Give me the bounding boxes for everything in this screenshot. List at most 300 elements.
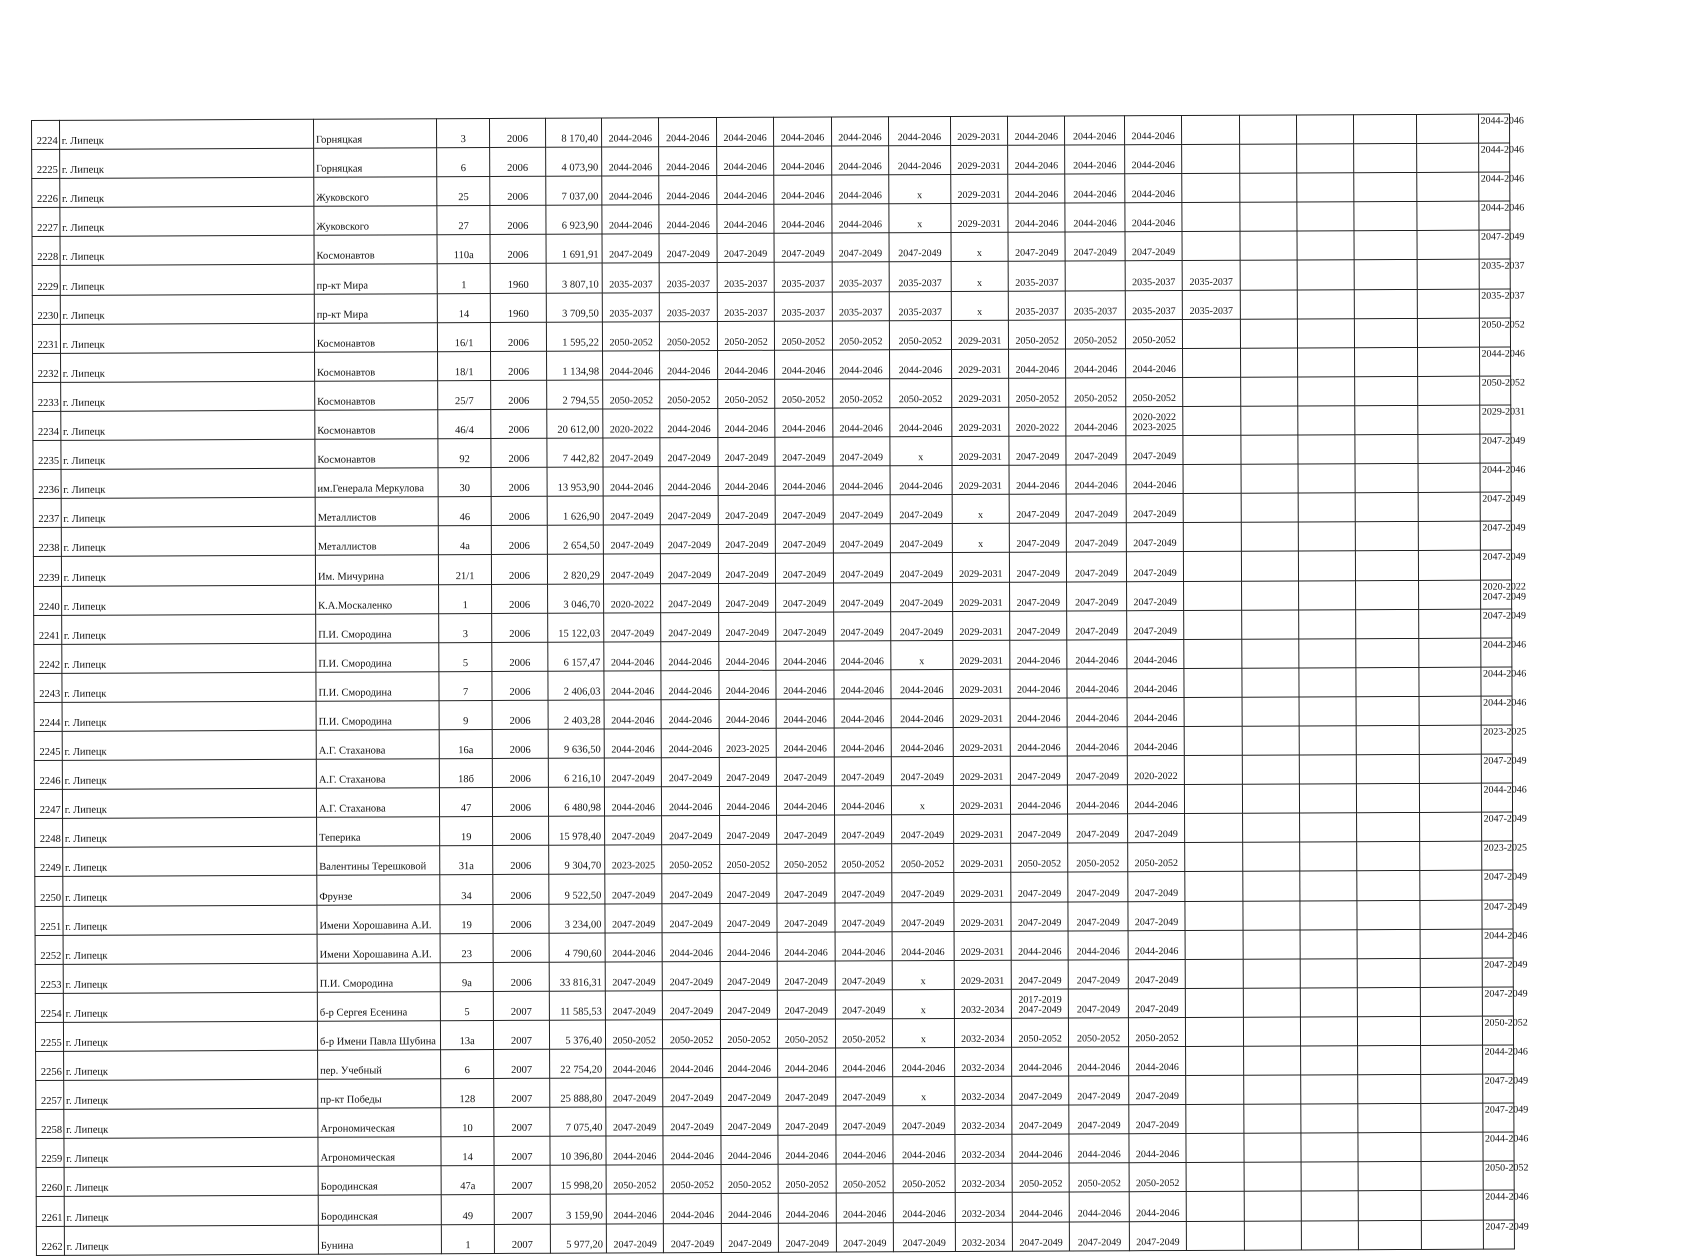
period-cell bbox=[1298, 551, 1356, 580]
period-cell: 2044-2046 bbox=[1069, 1134, 1129, 1163]
period-cell: 2047-2049 bbox=[1128, 988, 1186, 1017]
period-cell: 2044-2046 bbox=[1008, 174, 1066, 203]
build-year-cell: 2006 bbox=[492, 613, 547, 642]
period-cell: 2029-2031 bbox=[951, 320, 1009, 349]
area-cell: 7 075,40 bbox=[549, 1107, 606, 1136]
period-cell: 2044-2046 bbox=[1010, 640, 1068, 669]
period-cell bbox=[1241, 464, 1299, 493]
period-cell bbox=[1185, 755, 1243, 784]
area-cell: 2 406,03 bbox=[548, 671, 605, 700]
period-cell bbox=[1418, 347, 1480, 376]
final-period-cell: 2047-2049 bbox=[1481, 870, 1513, 899]
period-cell: 2047-2049 bbox=[1012, 1222, 1070, 1251]
period-cell: 2044-2046 bbox=[1010, 727, 1068, 756]
period-cell: 2047-2049 bbox=[833, 553, 891, 582]
area-cell: 25 888,80 bbox=[549, 1078, 606, 1107]
house-number-cell: 19 bbox=[440, 817, 493, 846]
period-cell: x bbox=[889, 175, 951, 204]
house-number-cell: 31а bbox=[440, 846, 493, 875]
period-cell: 2035-2037 bbox=[832, 262, 890, 291]
period-cell bbox=[1186, 988, 1244, 1017]
street-cell: Космонавтов bbox=[315, 410, 438, 440]
period-cell: 2044-2046 bbox=[777, 932, 835, 961]
period-cell: 2047-2049 bbox=[603, 525, 661, 554]
period-cell bbox=[1421, 1074, 1483, 1103]
period-cell: 2044-2046 bbox=[1008, 145, 1066, 174]
period-cell bbox=[1419, 696, 1481, 725]
period-cell: 2047-2049 bbox=[721, 1223, 779, 1252]
period-cell: 2047-2049 bbox=[1008, 232, 1066, 261]
period-cell: 2047-2049 bbox=[719, 816, 777, 845]
period-cell bbox=[1240, 231, 1298, 260]
street-cell: Им. Мичурина bbox=[315, 555, 438, 585]
row-number-cell: 2228 bbox=[32, 237, 60, 266]
build-year-cell: 2007 bbox=[494, 1107, 549, 1136]
period-cell bbox=[1355, 289, 1418, 318]
city-cell: г. Липецк bbox=[61, 614, 315, 644]
period-cell: 2035-2037 bbox=[660, 292, 718, 321]
period-cell: 2044-2046 bbox=[1069, 1047, 1129, 1076]
period-cell: 2044-2046 bbox=[836, 1135, 894, 1164]
street-cell: Имени Хорошавина А.И. bbox=[317, 904, 440, 934]
period-cell: 2044-2046 bbox=[893, 1047, 955, 1076]
period-cell: 2047-2049 bbox=[892, 815, 954, 844]
period-cell: 2047-2049 bbox=[776, 553, 834, 582]
area-cell: 6 923,90 bbox=[546, 205, 603, 234]
period-cell: 2047-2049 bbox=[602, 234, 660, 263]
area-cell: 3 709,50 bbox=[546, 293, 603, 322]
build-year-cell: 2006 bbox=[493, 817, 548, 846]
area-cell: 22 754,20 bbox=[549, 1049, 606, 1078]
period-cell: 2047-2049 bbox=[836, 1222, 894, 1251]
period-cell: 2047-2049 bbox=[721, 1106, 779, 1135]
period-cell: 2047-2049 bbox=[892, 902, 954, 931]
period-cell bbox=[1185, 930, 1243, 959]
period-cell bbox=[1243, 901, 1301, 930]
street-cell: А.Г. Стаханова bbox=[316, 788, 439, 818]
period-cell: 2047-2049 bbox=[1069, 959, 1129, 988]
period-cell: 2023-2025 bbox=[719, 728, 777, 757]
period-cell: 2047-2049 bbox=[833, 495, 891, 524]
final-period-line: 2047-2049 bbox=[1482, 590, 1526, 603]
period-cell: 2035-2037 bbox=[1182, 261, 1240, 290]
final-period-cell: 2047-2049 bbox=[1480, 492, 1512, 521]
area-cell: 1 134,98 bbox=[546, 351, 603, 380]
period-cell: 2044-2046 bbox=[1010, 698, 1068, 727]
period-cell: 2047-2049 bbox=[1067, 552, 1127, 581]
period-cell bbox=[1241, 551, 1299, 580]
period-cell: 2035-2037 bbox=[1066, 290, 1126, 319]
row-number-cell: 2247 bbox=[34, 790, 62, 819]
period-cell bbox=[1357, 871, 1420, 900]
final-period-cell: 2047-2049 bbox=[1480, 521, 1512, 550]
period-cell: 2035-2037 bbox=[602, 263, 660, 292]
street-cell: П.И. Смородина bbox=[316, 701, 439, 731]
period-cell: 2044-2046 bbox=[1128, 930, 1186, 959]
period-cell bbox=[1300, 813, 1358, 842]
period-cell: 2029-2031 bbox=[954, 960, 1012, 989]
period-cell: 2050-2052 bbox=[1069, 1018, 1129, 1047]
period-cell: 2044-2046 bbox=[664, 1194, 722, 1223]
period-cell bbox=[1011, 989, 1069, 1018]
period-cell: 2020-2022 bbox=[1127, 756, 1185, 785]
street-cell: Горняцкая bbox=[314, 148, 437, 178]
period-cell bbox=[1241, 435, 1299, 464]
house-number-cell: 23 bbox=[440, 933, 493, 962]
period-cell: 2044-2046 bbox=[719, 699, 777, 728]
period-cell bbox=[1241, 522, 1299, 551]
period-cell: 2044-2046 bbox=[663, 1136, 721, 1165]
period-cell: 2047-2049 bbox=[776, 612, 834, 641]
row-number-cell: 2260 bbox=[36, 1168, 64, 1197]
period-cell: 2047-2049 bbox=[777, 873, 835, 902]
house-number-cell: 4а bbox=[438, 526, 491, 555]
final-period-cell: 2023-2025 bbox=[1481, 841, 1513, 870]
final-period-cell: 2035-2037 bbox=[1479, 289, 1511, 318]
period-cell: 2047-2049 bbox=[778, 1077, 836, 1106]
period-cell: 2044-2046 bbox=[1065, 145, 1125, 174]
period-cell: 2050-2052 bbox=[835, 1019, 893, 1048]
house-number-cell: 16а bbox=[439, 729, 492, 758]
period-cell bbox=[1242, 784, 1300, 813]
period-cell: 2044-2046 bbox=[1010, 669, 1068, 698]
period-cell bbox=[1417, 143, 1479, 172]
area-cell: 4 073,90 bbox=[545, 147, 602, 176]
period-cell: 2047-2049 bbox=[663, 1107, 721, 1136]
period-cell: 2050-2052 bbox=[892, 844, 954, 873]
period-cell bbox=[1356, 667, 1419, 696]
build-year-cell: 2007 bbox=[494, 1166, 549, 1195]
period-cell bbox=[1185, 901, 1243, 930]
period-cell: 2044-2046 bbox=[663, 1049, 721, 1078]
period-cell: 2032-2034 bbox=[954, 989, 1012, 1018]
final-period-cell: 2047-2049 bbox=[1479, 434, 1511, 463]
period-cell bbox=[1242, 871, 1300, 900]
period-cell bbox=[1355, 318, 1418, 347]
period-cell: 2050-2052 bbox=[717, 379, 775, 408]
period-cell: 2044-2046 bbox=[1012, 1134, 1070, 1163]
street-cell: Металлистов bbox=[315, 497, 438, 527]
period-cell bbox=[1185, 959, 1243, 988]
period-cell: 2050-2052 bbox=[662, 845, 720, 874]
period-cell: 2044-2046 bbox=[1012, 1047, 1070, 1076]
period-cell bbox=[1358, 1075, 1421, 1104]
build-year-cell: 2006 bbox=[491, 496, 546, 525]
period-cell: 2047-2049 bbox=[1128, 959, 1186, 988]
period-cell: 2047-2049 bbox=[1126, 552, 1184, 581]
period-cell: 2050-2052 bbox=[664, 1165, 722, 1194]
street-cell: Бунина bbox=[318, 1224, 441, 1254]
house-number-cell: 25 bbox=[437, 177, 490, 206]
period-cell: 2047-2049 bbox=[1067, 610, 1127, 639]
final-period-cell: 2047-2049 bbox=[1483, 1220, 1515, 1249]
area-cell: 6 216,10 bbox=[548, 758, 605, 787]
period-cell: 2044-2046 bbox=[719, 670, 777, 699]
period-cell: 2044-2046 bbox=[1068, 930, 1128, 959]
street-cell: П.И. Смородина bbox=[316, 642, 439, 672]
period-cell bbox=[1243, 1046, 1301, 1075]
period-cell: 2050-2052 bbox=[775, 321, 833, 350]
period-cell bbox=[1183, 435, 1241, 464]
period-cell: 2044-2046 bbox=[662, 932, 720, 961]
period-cell bbox=[1183, 348, 1241, 377]
final-period-cell: 2044-2046 bbox=[1480, 667, 1512, 696]
house-number-cell: 1 bbox=[437, 264, 490, 293]
period-cell: 2044-2046 bbox=[831, 117, 889, 146]
period-cell: 2020-2022 bbox=[604, 583, 662, 612]
area-cell: 15 998,20 bbox=[550, 1165, 607, 1194]
period-cell: 2029-2031 bbox=[953, 814, 1011, 843]
period-cell bbox=[1356, 609, 1419, 638]
period-cell bbox=[1184, 668, 1242, 697]
area-cell: 7 037,00 bbox=[545, 176, 602, 205]
final-period-cell: 2047-2049 bbox=[1482, 987, 1514, 1016]
period-cell bbox=[1419, 667, 1481, 696]
build-year-cell: 2006 bbox=[491, 380, 546, 409]
period-cell: 2047-2049 bbox=[720, 903, 778, 932]
street-cell: б-р Имени Павла Шубина bbox=[317, 1021, 440, 1051]
period-cell: 2047-2049 bbox=[776, 524, 834, 553]
period-cell: 2029-2031 bbox=[953, 785, 1011, 814]
period-cell: 2044-2046 bbox=[1065, 174, 1125, 203]
period-cell: 2044-2046 bbox=[1126, 465, 1184, 494]
period-cell bbox=[1356, 638, 1419, 667]
period-cell bbox=[1356, 522, 1419, 551]
house-number-cell: 14 bbox=[437, 293, 490, 322]
period-cell: 2047-2049 bbox=[777, 815, 835, 844]
build-year-cell: 2006 bbox=[492, 584, 547, 613]
period-cell bbox=[1301, 1075, 1359, 1104]
final-period-cell: 2044-2046 bbox=[1481, 783, 1513, 812]
period-cell bbox=[1185, 813, 1243, 842]
period-cell: 2047-2049 bbox=[1069, 989, 1129, 1018]
period-cell: 2047-2049 bbox=[1012, 1076, 1070, 1105]
period-cell: 2050-2052 bbox=[889, 320, 951, 349]
period-cell bbox=[1417, 201, 1479, 230]
final-period-cell: 2044-2046 bbox=[1480, 638, 1512, 667]
period-cell: 2044-2046 bbox=[716, 146, 774, 175]
period-cell: 2047-2049 bbox=[1009, 523, 1067, 552]
period-cell bbox=[1240, 377, 1298, 406]
period-cell: 2032-2034 bbox=[954, 1076, 1012, 1105]
period-cell: 2044-2046 bbox=[891, 669, 953, 698]
period-cell bbox=[1184, 610, 1242, 639]
period-cell: 2047-2049 bbox=[603, 496, 661, 525]
city-cell: г. Липецк bbox=[63, 1079, 317, 1109]
period-cell bbox=[1300, 1017, 1358, 1046]
period-cell: 2044-2046 bbox=[717, 205, 775, 234]
period-cell: 2047-2049 bbox=[834, 873, 892, 902]
final-period-cell: 2044-2046 bbox=[1478, 201, 1510, 230]
period-cell bbox=[1242, 813, 1300, 842]
period-cell: 2044-2046 bbox=[778, 1135, 836, 1164]
period-cell: 2029-2031 bbox=[953, 727, 1011, 756]
build-year-cell: 2006 bbox=[493, 846, 548, 875]
area-cell: 1 691,91 bbox=[546, 234, 603, 263]
period-cell bbox=[1184, 523, 1242, 552]
area-cell: 9 304,70 bbox=[548, 845, 605, 874]
row-number-cell: 2232 bbox=[33, 353, 61, 382]
period-cell: 2047-2049 bbox=[664, 1223, 722, 1252]
period-cell: 2029-2031 bbox=[951, 349, 1009, 378]
period-cell: 2047-2049 bbox=[661, 525, 719, 554]
area-cell: 5 376,40 bbox=[549, 1020, 606, 1049]
period-cell: 2050-2052 bbox=[836, 1164, 894, 1193]
period-cell bbox=[1240, 290, 1298, 319]
period-cell bbox=[1187, 1221, 1245, 1250]
period-cell: 2047-2049 bbox=[718, 495, 776, 524]
final-period-cell: 2050-2052 bbox=[1483, 1161, 1515, 1190]
period-cell bbox=[1420, 958, 1482, 987]
period-cell bbox=[1356, 580, 1419, 609]
period-cell: 2047-2049 bbox=[661, 554, 719, 583]
period-cell: 2047-2049 bbox=[775, 437, 833, 466]
period-cell bbox=[1126, 406, 1184, 435]
build-year-cell: 2007 bbox=[495, 1224, 550, 1253]
period-cell: 2044-2046 bbox=[718, 408, 776, 437]
row-number-cell: 2237 bbox=[33, 499, 61, 528]
period-cell: 2047-2049 bbox=[605, 903, 663, 932]
period-cell: 2044-2046 bbox=[1129, 1134, 1187, 1163]
period-cell bbox=[1243, 930, 1301, 959]
period-cell: 2044-2046 bbox=[605, 932, 663, 961]
city-cell: г. Липецк bbox=[60, 207, 314, 237]
period-cell: 2029-2031 bbox=[952, 553, 1010, 582]
period-cell: 2047-2049 bbox=[833, 582, 891, 611]
house-number-cell: 21/1 bbox=[438, 555, 491, 584]
period-cell bbox=[1298, 464, 1356, 493]
city-cell: г. Липецк bbox=[59, 119, 313, 149]
period-cell bbox=[1301, 1162, 1359, 1191]
period-cell: 2044-2046 bbox=[1065, 203, 1125, 232]
build-year-cell: 2006 bbox=[493, 904, 548, 933]
period-cell bbox=[1418, 521, 1480, 550]
period-cell: 2047-2049 bbox=[661, 612, 719, 641]
period-cell: 2047-2049 bbox=[663, 990, 721, 1019]
period-cell: 2047-2049 bbox=[890, 495, 952, 524]
period-cell: 2047-2049 bbox=[603, 438, 661, 467]
house-number-cell: 27 bbox=[437, 206, 490, 235]
area-cell: 8 170,40 bbox=[545, 118, 602, 147]
house-number-cell: 110а bbox=[437, 235, 490, 264]
final-period-cell: 2047-2049 bbox=[1481, 754, 1513, 783]
final-period-cell: 2044-2046 bbox=[1478, 114, 1510, 143]
period-cell bbox=[1357, 842, 1420, 871]
period-cell bbox=[1355, 260, 1418, 289]
period-cell bbox=[1182, 115, 1240, 144]
final-period-cell: 2044-2046 bbox=[1478, 172, 1510, 201]
row-number-cell: 2259 bbox=[36, 1139, 64, 1168]
period-cell bbox=[1240, 319, 1298, 348]
build-year-cell: 2007 bbox=[494, 1049, 549, 1078]
period-cell: 2047-2049 bbox=[833, 524, 891, 553]
period-cell bbox=[1301, 1104, 1359, 1133]
period-cell: 2044-2046 bbox=[1067, 639, 1127, 668]
period-cell bbox=[1358, 987, 1421, 1016]
period-cell: 2044-2046 bbox=[834, 699, 892, 728]
period-cell bbox=[1242, 755, 1300, 784]
period-cell: 2044-2046 bbox=[660, 350, 718, 379]
period-cell bbox=[1358, 1104, 1421, 1133]
city-cell: г. Липецк bbox=[60, 410, 314, 440]
period-cell: 2050-2052 bbox=[1011, 1018, 1069, 1047]
street-cell: К.А.Москаленко bbox=[315, 584, 438, 614]
period-cell: 2032-2034 bbox=[955, 1135, 1013, 1164]
period-cell: 2050-2052 bbox=[1012, 1163, 1070, 1192]
street-cell: Жуковского bbox=[314, 206, 437, 236]
build-year-cell: 2007 bbox=[494, 1195, 549, 1224]
city-cell: г. Липецк bbox=[60, 323, 314, 353]
period-cell: 2047-2049 bbox=[1069, 1076, 1129, 1105]
period-cell: 2047-2049 bbox=[606, 1223, 664, 1252]
period-cell bbox=[1184, 552, 1242, 581]
period-cell bbox=[1243, 988, 1301, 1017]
final-period-cell: 2044-2046 bbox=[1482, 1045, 1514, 1074]
period-cell bbox=[1183, 464, 1241, 493]
period-cell: 2047-2049 bbox=[1067, 581, 1127, 610]
period-cell bbox=[1417, 318, 1479, 347]
final-period-cell: 2023-2025 bbox=[1481, 725, 1513, 754]
row-number-cell: 2227 bbox=[32, 208, 60, 237]
build-year-cell: 1960 bbox=[491, 293, 546, 322]
period-cell: 2047-2049 bbox=[1011, 902, 1069, 931]
row-number-cell: 2245 bbox=[34, 731, 62, 760]
area-cell: 13 953,90 bbox=[547, 467, 604, 496]
area-cell: 2 403,28 bbox=[548, 700, 605, 729]
period-cell bbox=[1299, 755, 1357, 784]
period-cell: 2035-2037 bbox=[717, 292, 775, 321]
period-cell: 2044-2046 bbox=[831, 175, 889, 204]
period-cell: x bbox=[951, 262, 1009, 291]
period-cell bbox=[1359, 1220, 1422, 1249]
period-cell: 2050-2052 bbox=[1069, 1163, 1129, 1192]
area-cell: 2 820,29 bbox=[547, 554, 604, 583]
build-year-cell: 2006 bbox=[492, 700, 547, 729]
final-period-cell: 2047-2049 bbox=[1482, 958, 1514, 987]
period-cell: 2032-2034 bbox=[954, 1018, 1012, 1047]
street-cell: б-р Сергея Есенина bbox=[317, 992, 440, 1022]
period-cell: 2047-2049 bbox=[892, 873, 954, 902]
period-cell bbox=[1298, 406, 1356, 435]
period-cell: 2044-2046 bbox=[1007, 116, 1065, 145]
house-number-cell: 1 bbox=[441, 1224, 494, 1253]
period-cell: 2035-2037 bbox=[602, 292, 660, 321]
period-cell: 2047-2049 bbox=[1065, 232, 1125, 261]
period-cell bbox=[1357, 755, 1420, 784]
street-cell: Космонавтов bbox=[314, 351, 437, 381]
build-year-cell: 2006 bbox=[492, 526, 547, 555]
period-cell bbox=[1298, 347, 1356, 376]
period-cell: x bbox=[891, 786, 953, 815]
period-cell: 2047-2049 bbox=[662, 903, 720, 932]
period-cell: 2047-2049 bbox=[774, 233, 832, 262]
period-cell bbox=[1354, 114, 1417, 143]
build-year-cell: 2007 bbox=[494, 1078, 549, 1107]
final-period-cell: 2047-2049 bbox=[1482, 1074, 1514, 1103]
period-cell: 2050-2052 bbox=[660, 321, 718, 350]
period-cell bbox=[1358, 1016, 1421, 1045]
period-cell: 2044-2046 bbox=[659, 118, 717, 147]
final-period-cell: 2050-2052 bbox=[1479, 376, 1511, 405]
final-period-cell: 2047-2049 bbox=[1480, 550, 1512, 579]
period-cell: 2047-2049 bbox=[777, 757, 835, 786]
row-number-cell: 2258 bbox=[36, 1110, 64, 1139]
period-cell bbox=[1298, 493, 1356, 522]
period-cell: 2032-2034 bbox=[954, 1047, 1012, 1076]
period-cell: 2047-2049 bbox=[833, 611, 891, 640]
period-cell: 2047-2049 bbox=[605, 874, 663, 903]
period-cell: 2044-2046 bbox=[834, 670, 892, 699]
